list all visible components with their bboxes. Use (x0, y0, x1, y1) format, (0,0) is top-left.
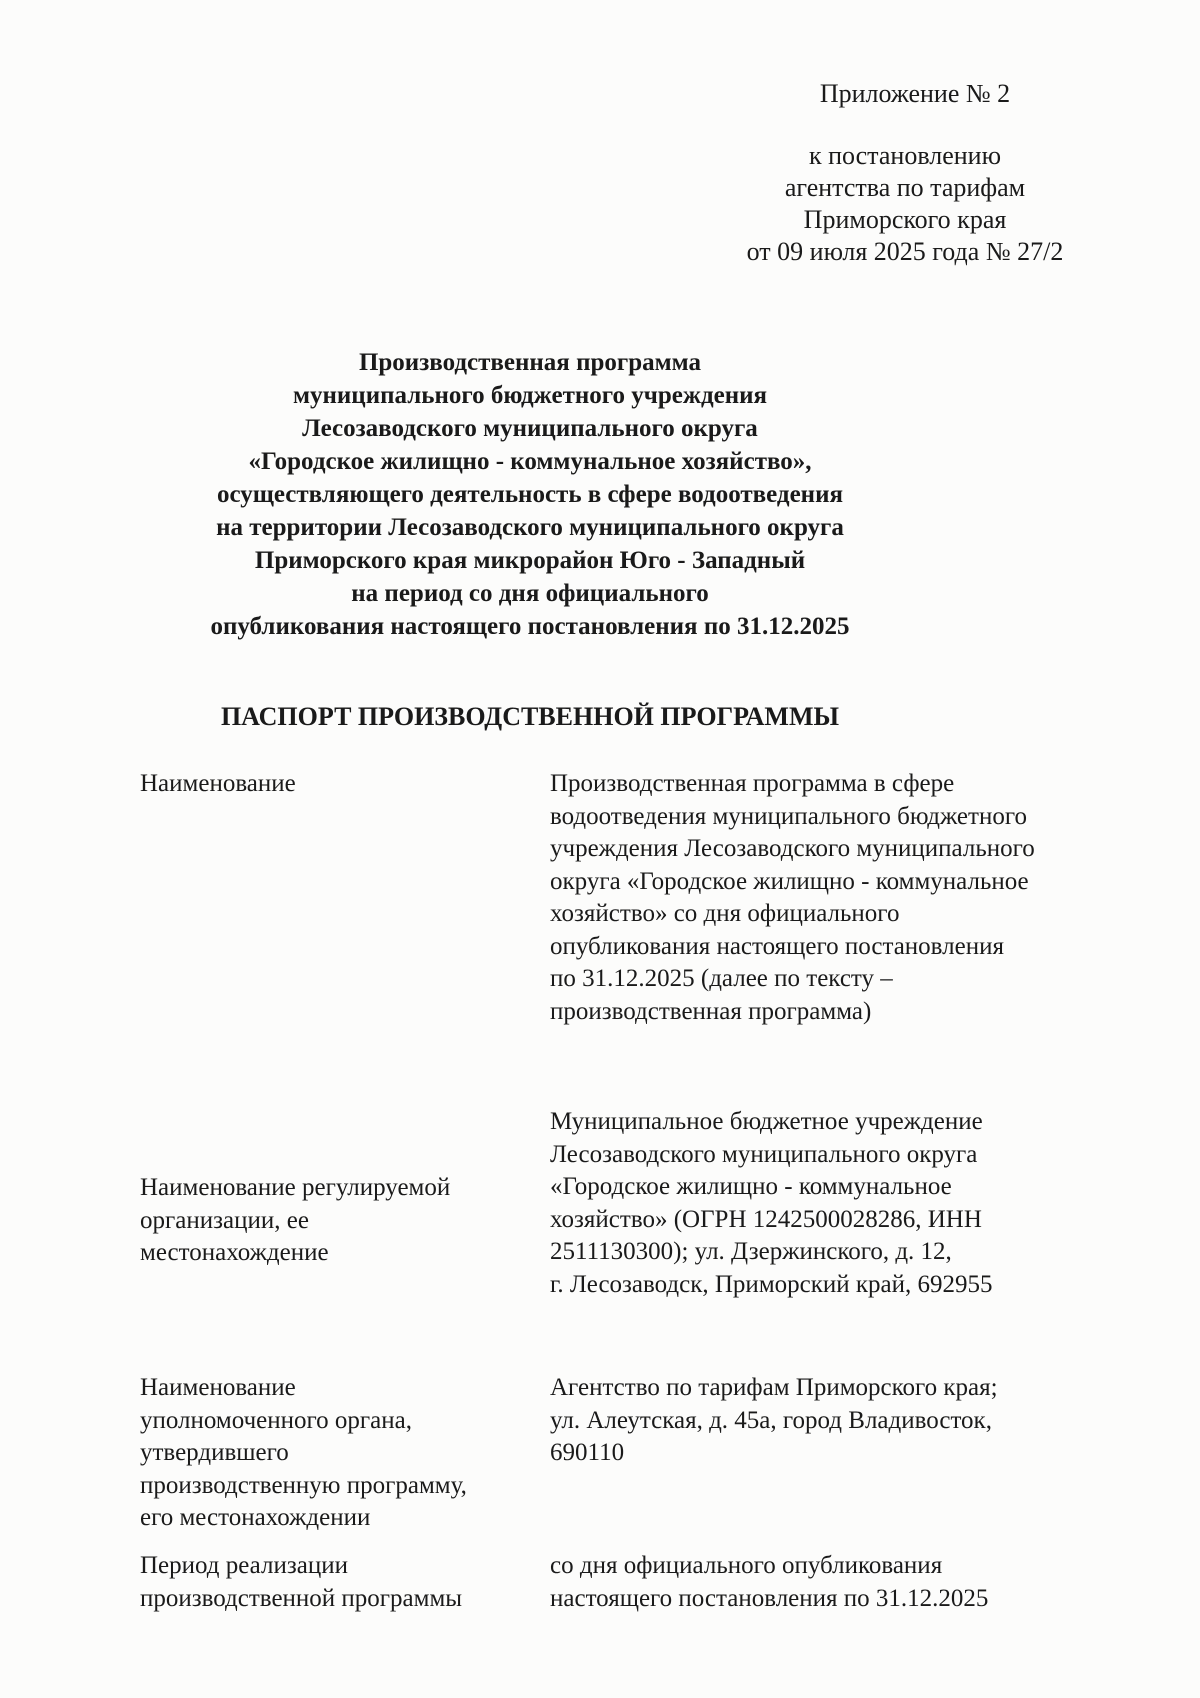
row-label (140, 1372, 530, 1535)
value-line: 2511130300); ул. Дзержинского, д. 12, (550, 1238, 952, 1265)
label-line: уполномоченного органа, (140, 1406, 412, 1434)
row-value (550, 768, 1120, 1028)
value-line: хозяйство» со дня официального (550, 900, 900, 927)
row-label (140, 768, 530, 801)
title-line: осуществляющего деятельность в сфере водоотведения (216, 481, 843, 508)
passport-heading: ПАСПОРТ ПРОИЗВОДСТВЕННОЙ ПРОГРАММЫ (220, 702, 840, 731)
approval-line: от 09 июля 2025 года № 27/2 (746, 237, 1064, 266)
approval-line: к постановлению (808, 141, 1002, 170)
value-line: учреждения Лесозаводского муниципального (550, 835, 1035, 862)
label-line: его местонахождении (140, 1504, 371, 1531)
approval-block (700, 78, 1110, 268)
label-line: производственной программы (140, 1584, 463, 1612)
title-line: на период со дня официального (351, 580, 709, 607)
label-line: Наименование (140, 1374, 296, 1401)
title-line: «Городское жилищно - коммунальное хозяйство», (248, 448, 812, 475)
title-line: Приморского края микрорайон Юго - Западный (254, 547, 806, 574)
value-line: со дня официального опубликования (550, 1552, 943, 1579)
label-line: Наименование (140, 770, 296, 797)
value-line: Муниципальное бюджетное учреждение (550, 1108, 983, 1135)
label-line: утвердившего (140, 1439, 289, 1466)
title-line: на территории Лесозаводского муниципального округа (216, 514, 844, 541)
value-line: округа «Городское жилищно - коммунальное (550, 867, 1029, 895)
value-line: «Городское жилищно - коммунальное (550, 1173, 952, 1200)
value-line: Агентство по тарифам Приморского края; (550, 1374, 998, 1401)
row-value (550, 1372, 1120, 1470)
value-line: 690110 (550, 1439, 625, 1466)
title-line: Лесозаводского муниципального округа (302, 415, 758, 442)
title-line: опубликования настоящего постановления по 31.12.2025 (210, 613, 850, 640)
approval-line: агентства по тарифам (784, 173, 1026, 202)
value-line: ул. Алеутская, д. 45а, город Владивосток, (550, 1406, 992, 1434)
value-line: хозяйство» (ОГРН 1242500028286, ИНН (550, 1205, 982, 1233)
value-line: опубликования настоящего постановления (550, 932, 1004, 960)
value-line: Производственная программа в сфере (550, 770, 955, 797)
title-line: Производственная программа (358, 349, 702, 376)
label-line: организации, ее (140, 1206, 309, 1234)
label-line: местонахождение (140, 1239, 329, 1266)
label-line: производственную программу, (140, 1471, 467, 1499)
value-line: Лесозаводского муниципального округа (550, 1140, 978, 1168)
annex-number: Приложение № 2 (819, 79, 1011, 108)
approval-line: Приморского края (803, 205, 1007, 234)
label-line: Наименование регулируемой (140, 1174, 451, 1201)
program-title (130, 346, 930, 643)
value-line: г. Лесозаводск, Приморский край, 692955 (550, 1270, 993, 1298)
row-label (140, 1172, 530, 1270)
row-value (550, 1550, 1120, 1615)
row-label (140, 1550, 530, 1615)
value-line: настоящего постановления по 31.12.2025 (550, 1584, 989, 1612)
value-line: по 31.12.2025 (далее по тексту – (550, 965, 893, 992)
label-line: Период реализации (140, 1552, 348, 1579)
value-line: водоотведения муниципального бюджетного (550, 802, 1027, 830)
title-line: муниципального бюджетного учреждения (292, 382, 768, 409)
row-value (550, 1106, 1120, 1301)
value-line: производственная программа) (550, 997, 872, 1025)
